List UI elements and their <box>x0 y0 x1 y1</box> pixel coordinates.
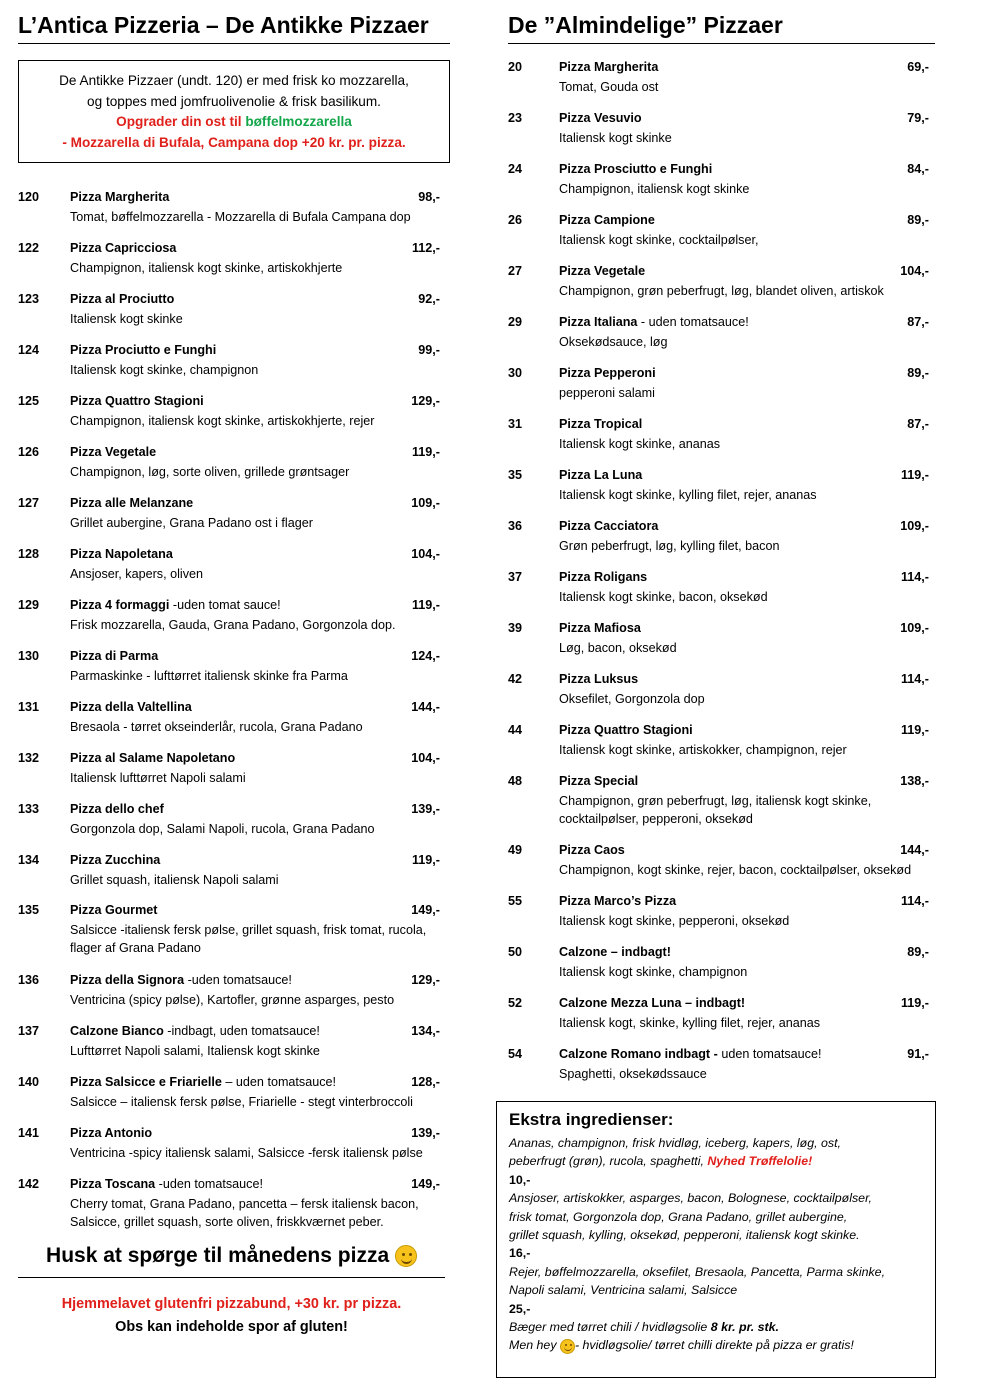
antique-section-title: L’Antica Pizzeria – De Antikke Pizzaer <box>18 0 450 44</box>
item-price: 119,- <box>411 445 440 459</box>
item-name-line <box>559 894 676 908</box>
regular-section-title: De ”Almindelige” Pizzaer <box>508 0 935 44</box>
item-name: Pizza Special <box>559 774 639 788</box>
truffle-oil-news: Nyhed Trøffelolie! <box>707 1154 813 1169</box>
item-name-line <box>70 190 169 204</box>
item-description: Tomat, Gouda ost <box>559 80 659 94</box>
extra-group2-line1: Ansjoser, artiskokker, asparges, bacon, Bolognese, cocktailpølser, <box>509 1191 872 1206</box>
item-description: Italiensk kogt, skinke, kylling filet, rejer, ananas <box>559 1016 821 1030</box>
item-description: Cherry tomat, Grana Padano, pancetta – fersk italiensk bacon, Salsicce, grillet squash, sorte oliven, friskkværnet peber. <box>70 1197 419 1229</box>
item-number: 31 <box>508 417 523 431</box>
item-price: 149,- <box>411 1177 440 1191</box>
item-number: 126 <box>18 445 40 459</box>
item-description: Italiensk kogt skinke, pepperoni, oksekød <box>559 914 790 928</box>
item-price: 89,- <box>907 945 929 959</box>
item-name: Pizza Toscana <box>70 1177 156 1191</box>
item-description: Italiensk kogt skinke <box>559 131 672 145</box>
smiley-icon <box>395 1245 417 1267</box>
item-price: 69,- <box>907 60 929 74</box>
item-name: Pizza Napoletana <box>70 547 173 561</box>
item-description: Italiensk kogt skinke, artiskokker, champignon, rejer <box>559 743 847 757</box>
item-name: Pizza Tropical <box>559 417 643 431</box>
item-number: 136 <box>18 973 40 987</box>
item-name-line <box>559 945 671 959</box>
item-price: 114,- <box>900 570 929 584</box>
item-description: Gorgonzola dop, Salami Napoli, rucola, Grana Padano <box>70 822 375 836</box>
item-description: Grillet squash, italiensk Napoli salami <box>70 873 279 887</box>
item-number: 129 <box>18 598 40 612</box>
item-name-line <box>70 802 164 816</box>
item-note: - uden tomatsauce! <box>637 315 749 329</box>
free-topping-text: - hvidløgsolie/ tørret chilli direkte på pizza er gratis! <box>574 1338 854 1353</box>
extra-group1-line2-text: peberfrugt (grøn), rucola, spaghetti, <box>509 1154 708 1169</box>
item-number: 39 <box>508 621 523 635</box>
item-number: 141 <box>18 1126 40 1140</box>
intro-box <box>18 60 450 163</box>
item-price: 139,- <box>411 1126 440 1140</box>
item-note: -uden tomatsauce! <box>155 1177 263 1191</box>
item-description: Champignon, italiensk kogt skinke, artiskokhjerte <box>70 261 343 275</box>
item-name-line <box>70 1075 336 1089</box>
item-price: 119,- <box>900 468 929 482</box>
extra-group1-line2 <box>509 1152 923 1170</box>
item-price: 114,- <box>900 894 929 908</box>
item-name-line <box>70 853 160 867</box>
item-price: 87,- <box>907 315 929 329</box>
item-name-line <box>70 547 173 561</box>
item-number: 128 <box>18 547 40 561</box>
item-name: Pizza 4 formaggi <box>70 598 170 612</box>
item-name-line <box>70 903 157 917</box>
item-description: Grillet aubergine, Grana Padano ost i flager <box>70 516 313 530</box>
item-price: 87,- <box>907 417 929 431</box>
item-name: Pizza Quattro Stagioni <box>559 723 693 737</box>
item-number: 52 <box>508 996 523 1010</box>
chili-cup-text: Bæger med tørret chili / hvidløgsolie <box>509 1320 711 1335</box>
item-name: Pizza La Luna <box>559 468 643 482</box>
item-description: Ansjoser, kapers, oliven <box>70 567 204 581</box>
item-price: 119,- <box>900 996 929 1010</box>
item-number: 48 <box>508 774 523 788</box>
item-name-line <box>559 366 656 380</box>
item-name: Pizza Margherita <box>559 60 659 74</box>
item-number: 35 <box>508 468 523 482</box>
item-price: 129,- <box>411 973 440 987</box>
item-number: 124 <box>18 343 40 357</box>
chili-cup-price: 8 kr. pr. stk. <box>710 1320 779 1335</box>
intro-buffalo-text: bøffelmozzarella <box>245 114 352 129</box>
item-name: Pizza Campione <box>559 213 655 227</box>
item-name: Pizza della Valtellina <box>70 700 192 714</box>
item-description: Salsicce – italiensk fersk pølse, Friarielle - stegt vinterbroccoli <box>70 1095 413 1109</box>
item-number: 132 <box>18 751 40 765</box>
item-description: pepperoni salami <box>559 386 655 400</box>
item-description: Italiensk lufttørret Napoli salami <box>70 771 246 785</box>
item-price: 104,- <box>900 264 929 278</box>
free-topping-line <box>509 1336 923 1354</box>
intro-line-1: De Antikke Pizzaer (undt. 120) er med frisk ko mozzarella, <box>59 73 409 88</box>
item-description: Champignon, løg, sorte oliven, grillede grøntsager <box>70 465 350 479</box>
item-name: Calzone – indbagt! <box>559 945 671 959</box>
extra-group2-price: 16,- <box>509 1246 531 1261</box>
item-price: 149,- <box>411 903 440 917</box>
item-name-line <box>70 973 292 987</box>
item-price: 128,- <box>411 1075 440 1089</box>
item-price: 138,- <box>900 774 929 788</box>
item-number: 50 <box>508 945 523 959</box>
item-description: Salsicce -italiensk fersk pølse, grillet squash, frisk tomat, rucola, flager af Grana Padano <box>70 923 427 955</box>
item-description: Italiensk kogt skinke, champignon <box>559 965 748 979</box>
item-number: 135 <box>18 903 40 917</box>
item-name: Pizza Salsicce e Friarielle <box>70 1075 222 1089</box>
item-name-line <box>70 394 204 408</box>
item-description: Oksekødsauce, løg <box>559 335 668 349</box>
item-description: Ventricina -spicy italiensk salami, Salsicce -fersk italiensk pølse <box>70 1146 423 1160</box>
item-name-line <box>70 292 174 306</box>
item-number: 123 <box>18 292 40 306</box>
divider <box>18 1277 445 1278</box>
item-name-line <box>70 1177 263 1191</box>
item-name: Pizza Marco’s Pizza <box>559 894 677 908</box>
extra-group1-line1: Ananas, champignon, frisk hvidløg, iceberg, kapers, løg, ost, <box>509 1136 841 1150</box>
item-price: 112,- <box>411 241 440 255</box>
gluten-free-offer: Hjemmelavet glutenfri pizzabund, +30 kr. pr pizza. <box>61 1296 402 1312</box>
item-number: 120 <box>18 190 40 204</box>
item-note: -uden tomat sauce! <box>169 598 281 612</box>
item-description: Champignon, grøn peberfrugt, løg, italiensk kogt skinke, cocktailpølser, pepperoni, oksekød <box>559 794 872 826</box>
item-name-line <box>559 621 641 635</box>
free-topping-lead: Men hey <box>509 1338 560 1353</box>
item-name: Pizza Vegetale <box>559 264 646 278</box>
item-description: Bresaola - tørret okseinderlår, rucola, Grana Padano <box>70 720 363 734</box>
item-number: 44 <box>508 723 523 737</box>
item-name: Pizza Luksus <box>559 672 639 686</box>
extra-ingredients-box <box>496 1101 936 1378</box>
item-number: 122 <box>18 241 40 255</box>
item-price: 104,- <box>411 547 440 561</box>
item-name: Pizza alle Melanzane <box>70 496 194 510</box>
item-description: Grøn peberfrugt, løg, kylling filet, bacon <box>559 539 780 553</box>
item-name: Pizza Zucchina <box>70 853 161 867</box>
item-number: 54 <box>508 1047 523 1061</box>
item-number: 49 <box>508 843 523 857</box>
item-price: 129,- <box>411 394 440 408</box>
extra-group1-price: 10,- <box>509 1172 531 1187</box>
item-price: 92,- <box>418 292 440 306</box>
item-name-line <box>559 1047 821 1061</box>
item-description: Parmaskinke - lufttørret italiensk skinke fra Parma <box>70 669 348 683</box>
item-price: 119,- <box>411 853 440 867</box>
gluten-warning: Obs kan indeholde spor af gluten! <box>115 1319 348 1335</box>
item-number: 27 <box>508 264 523 278</box>
item-name-line <box>559 570 647 584</box>
item-name-line <box>70 1024 320 1038</box>
item-price: 84,- <box>907 162 929 176</box>
item-number: 140 <box>18 1075 40 1089</box>
item-price: 109,- <box>900 621 929 635</box>
item-number: 131 <box>18 700 40 714</box>
item-name-line <box>70 649 158 663</box>
item-note: -uden tomatsauce! <box>184 973 292 987</box>
item-price: 114,- <box>900 672 929 686</box>
item-description: Champignon, kogt skinke, rejer, bacon, cocktailpølser, oksekød <box>559 863 912 877</box>
item-note: -indbagt, uden tomatsauce! <box>163 1024 320 1038</box>
item-description: Italiensk kogt skinke <box>70 312 183 326</box>
item-description: Italiensk kogt skinke, kylling filet, rejer, ananas <box>559 488 817 502</box>
item-number: 127 <box>18 496 40 510</box>
item-name-line <box>559 774 638 788</box>
item-name-line <box>559 213 655 227</box>
item-name-line <box>559 111 642 125</box>
item-number: 130 <box>18 649 40 663</box>
item-description: Italiensk kogt skinke, cocktailpølser, <box>559 233 759 247</box>
item-name-line <box>559 162 712 176</box>
item-name-line <box>70 445 156 459</box>
item-price: 124,- <box>411 649 440 663</box>
item-number: 29 <box>508 315 523 329</box>
intro-upgrade-text: Opgrader din ost til <box>116 114 246 129</box>
item-name: Pizza Mafiosa <box>559 621 641 635</box>
item-number: 20 <box>508 60 523 74</box>
item-name-line <box>559 315 749 329</box>
item-name: Calzone Romano indbagt - <box>559 1047 718 1061</box>
item-name-line <box>70 700 192 714</box>
month-pizza-note <box>18 1244 445 1268</box>
item-name: Pizza Italiana <box>559 315 638 329</box>
item-description: Oksefilet, Gorgonzola dop <box>559 692 705 706</box>
item-name: Calzone Mezza Luna – indbagt! <box>559 996 746 1010</box>
item-name-line <box>559 519 658 533</box>
item-number: 125 <box>18 394 40 408</box>
extra-group2-line2: frisk tomat, Gorgonzola dop, Grana Padano, grillet aubergine, <box>509 1209 848 1224</box>
item-name: Pizza Roligans <box>559 570 648 584</box>
item-price: 99,- <box>418 343 440 357</box>
item-name: Pizza Pepperoni <box>559 366 656 380</box>
intro-line-2: og toppes med jomfruolivenolie & frisk basilikum. <box>87 93 381 109</box>
item-name-line <box>70 598 281 612</box>
item-name-line <box>559 417 642 431</box>
item-description: Champignon, italiensk kogt skinke <box>559 182 750 196</box>
item-number: 55 <box>508 894 523 908</box>
item-name: Pizza Antonio <box>70 1126 153 1140</box>
item-name: Pizza Vegetale <box>70 445 157 459</box>
item-number: 133 <box>18 802 40 816</box>
item-price: 98,- <box>418 190 440 204</box>
item-name: Pizza al Prociutto <box>70 292 175 306</box>
regular-pizza-section <box>508 0 935 1081</box>
item-price: 89,- <box>907 213 929 227</box>
item-description: Spaghetti, oksekødssauce <box>559 1067 707 1081</box>
item-price: 109,- <box>900 519 929 533</box>
item-name: Pizza Vesuvio <box>559 111 642 125</box>
smiley-icon <box>560 1339 575 1354</box>
item-number: 23 <box>508 111 523 125</box>
extra-group3-line2: Napoli salami, Ventricina salami, Salsicce <box>509 1283 738 1298</box>
item-description: Frisk mozzarella, Gauda, Grana Padano, Gorgonzola dop. <box>70 618 396 632</box>
item-number: 142 <box>18 1177 40 1191</box>
item-description: Italiensk kogt skinke, ananas <box>559 437 721 451</box>
item-name: Calzone Bianco <box>70 1024 164 1038</box>
item-name-line <box>559 468 642 482</box>
item-note: – uden tomatsauce! <box>221 1075 337 1089</box>
item-name: Pizza al Salame Napoletano <box>70 751 236 765</box>
item-name-line <box>559 672 638 686</box>
item-name: Pizza Cacciatora <box>559 519 659 533</box>
extra-group2-line3: grillet squash, kylling, oksekød, pepperoni, italiensk kogt skinke. <box>509 1228 860 1243</box>
item-description: Champignon, grøn peberfrugt, løg, blandet oliven, artiskok <box>559 284 884 298</box>
item-name-line <box>70 751 235 765</box>
item-name: Pizza Caos <box>559 843 625 857</box>
item-price: 144,- <box>411 700 440 714</box>
intro-upgrade <box>27 112 441 133</box>
item-description: Italiensk kogt skinke, champignon <box>70 363 259 377</box>
item-name-line <box>559 60 658 74</box>
item-number: 24 <box>508 162 523 176</box>
item-name: Pizza Margherita <box>70 190 170 204</box>
extra-group3-line1: Rejer, bøffelmozzarella, oksefilet, Bresaola, Pancetta, Parma skinke, <box>509 1264 886 1279</box>
item-price: 89,- <box>907 366 929 380</box>
item-name-line <box>559 996 745 1010</box>
item-number: 37 <box>508 570 523 584</box>
antique-pizza-section <box>18 0 450 1229</box>
item-price: 139,- <box>411 802 440 816</box>
extra-group3-price: 25,- <box>509 1301 531 1316</box>
item-name: Pizza Gourmet <box>70 903 158 917</box>
item-note: uden tomatsauce! <box>717 1047 822 1061</box>
item-description: Champignon, italiensk kogt skinke, artiskokhjerte, rejer <box>70 414 375 428</box>
item-name: Pizza della Signora <box>70 973 185 987</box>
item-price: 109,- <box>411 496 440 510</box>
item-number: 30 <box>508 366 523 380</box>
item-price: 79,- <box>907 111 929 125</box>
item-number: 36 <box>508 519 523 533</box>
antique-pizza-list <box>18 190 450 1230</box>
item-name-line <box>70 1126 152 1140</box>
item-name: Pizza di Parma <box>70 649 159 663</box>
item-name-line <box>559 264 645 278</box>
item-description: Ventricina (spicy pølse), Kartofler, grønne asparges, pesto <box>70 993 395 1007</box>
item-number: 134 <box>18 853 40 867</box>
item-price: 119,- <box>900 723 929 737</box>
item-price: 91,- <box>907 1047 929 1061</box>
item-description: Italiensk kogt skinke, bacon, oksekød <box>559 590 768 604</box>
item-number: 42 <box>508 672 523 686</box>
item-name-line <box>70 343 216 357</box>
month-pizza-text: Husk at spørge til månedens pizza <box>46 1244 390 1267</box>
item-number: 137 <box>18 1024 40 1038</box>
item-name: Pizza Prosciutto e Funghi <box>559 162 713 176</box>
item-price: 144,- <box>900 843 929 857</box>
extra-title: Ekstra ingredienser: <box>509 1110 674 1129</box>
item-name-line <box>70 241 176 255</box>
item-description: Løg, bacon, oksekød <box>559 641 677 655</box>
item-number: 26 <box>508 213 523 227</box>
item-description: Lufttørret Napoli salami, Italiensk kogt skinke <box>70 1044 320 1058</box>
item-name: Pizza Capricciosa <box>70 241 177 255</box>
item-description: Tomat, bøffelmozzarella - Mozzarella di Bufala Campana dop <box>70 210 411 224</box>
item-name: Pizza dello chef <box>70 802 164 816</box>
chili-cup-line <box>509 1318 923 1336</box>
item-price: 134,- <box>411 1024 440 1038</box>
item-name-line <box>559 723 693 737</box>
intro-buffalo-price: - Mozzarella di Bufala, Campana dop +20 kr. pr. pizza. <box>62 134 406 150</box>
item-name-line <box>70 496 193 510</box>
item-name-line <box>559 843 625 857</box>
item-name: Pizza Quattro Stagioni <box>70 394 204 408</box>
item-price: 119,- <box>411 598 440 612</box>
regular-pizza-list <box>508 60 935 1090</box>
item-price: 104,- <box>411 751 440 765</box>
item-name: Pizza Prociutto e Funghi <box>70 343 217 357</box>
